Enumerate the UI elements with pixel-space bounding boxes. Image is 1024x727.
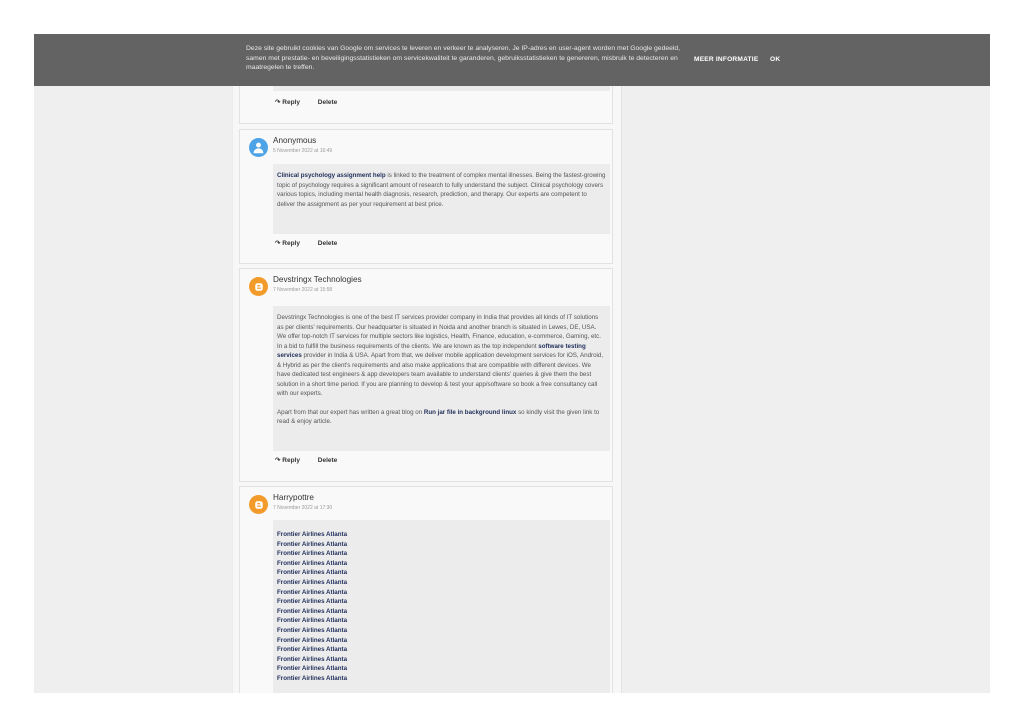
comment-body [273,520,610,693]
comment-link[interactable]: Frontier Airlines Atlanta [277,636,348,644]
comment-link[interactable]: Frontier Airlines Atlanta [277,531,348,538]
comment-text: provider in India & USA. Apart from that, we deliver mobile application development services for iOS, Android, & Hybrid as per the client's requirements and also make applications that are compatible with different devices. We have dedicated test engineers & app developers team available to understand clients' queries & give them the best solution in a short time period. If you are planning to develop & test your app/software so book a free consultancy call with our experts. [277,352,604,397]
comment-link[interactable]: Frontier Airlines Atlanta [277,569,348,577]
comment-author[interactable]: Devstringx Technologies [273,275,362,284]
more-info-button[interactable]: MEER INFORMATIE [694,56,759,63]
comment-text: Devstringx Technologies is one of the best IT services provider company in India that provides all kinds of IT solutions as per clients' requirements. Our headquarter is situated in Noida and another branch is situated in Lewes, DE, USA. We offer top-notch IT services for multiple sectors like logistics, Health, Finance, education, e-commerce, Gaming, etc. In a bid to fulfill the business requirements of the clients. We are known as the top independent [277,314,601,350]
comment-link[interactable]: Frontier Airlines Atlanta [277,646,348,654]
ok-button[interactable]: OK [770,56,781,63]
anonymous-user-icon[interactable] [249,138,268,157]
comment [239,268,613,482]
cookie-consent-bar [34,34,990,86]
comment-link[interactable]: Frontier Airlines Atlanta [277,559,348,567]
comment-timestamp[interactable]: 7 November 2022 at 17:30 [273,505,333,511]
reply-button[interactable]: ↷ Reply [275,457,300,464]
comment-link[interactable]: Frontier Airlines Atlanta [277,588,348,596]
comment-text: is linked to the treatment of complex mental illnesses. Being the fastest-growing topic of psychology requires a significant amount of research to fully understand the subject. Clinical psychology covers various topics, including mental health diagnosis, research, prediction, and therapy. Our experts are competent to deliver the assignment as per your requirement at best price. [277,172,606,208]
comment-link[interactable]: Frontier Airlines Atlanta [277,655,348,663]
reply-label: Reply [282,99,300,106]
comment-link[interactable]: Run jar file in background linux [423,408,517,416]
comment-body [273,164,610,234]
cookie-notice-text: Deze site gebruikt cookies van Google om services te leveren en verkeer te analyseren. Je IP-adres en user-agent worden met Google gedeeld, samen met prestatie- en beveiligingsstatistieken om servicekwaliteit te garanderen, gebruiksstatistieken te genereren, misbruik te detecteren en maatregelen te treffen. [246,45,681,71]
delete-button[interactable]: Delete [317,457,338,464]
comment-text: so kindly visit the given link to read & enjoy article. [277,408,600,425]
comment [239,486,613,693]
comment-link[interactable]: Frontier Airlines Atlanta [277,550,348,558]
comment-link[interactable]: Frontier Airlines Atlanta [277,626,348,634]
comment-actions [275,98,345,106]
comment-link[interactable]: Frontier Airlines Atlanta [277,598,348,606]
reply-label: Reply [282,240,300,247]
reply-button[interactable]: ↷ Reply [275,240,300,247]
comment-text: Apart from that our expert has written a great blog on [277,408,424,416]
delete-button[interactable]: Delete [317,240,338,247]
blogger-icon[interactable] [249,277,268,296]
comments-column [232,34,622,693]
comment-author[interactable]: Harrypottre [273,493,314,502]
reply-button[interactable]: ↷ Reply [275,99,300,106]
comment-link[interactable]: Frontier Airlines Atlanta [277,674,348,682]
reply-label: Reply [282,457,300,464]
comment-timestamp[interactable]: 7 November 2022 at 15:58 [273,287,333,293]
delete-button[interactable]: Delete [317,99,338,106]
comment-author[interactable]: Anonymous [273,136,317,145]
comment-link[interactable]: Frontier Airlines Atlanta [277,617,348,625]
comment-link[interactable]: Frontier Airlines Atlanta [277,607,348,615]
comment-timestamp[interactable]: 5 November 2022 at 16:49 [273,148,333,154]
comment-actions [275,239,345,247]
comment-link[interactable]: software testing services [277,342,586,359]
comment-actions [275,456,345,464]
comment-link[interactable]: Frontier Airlines Atlanta [277,540,348,548]
comment-link[interactable]: Clinical psychology assignment help [277,172,386,179]
blogger-icon[interactable] [249,495,268,514]
comment [239,129,613,264]
comment-link[interactable]: Frontier Airlines Atlanta [277,578,348,586]
page-viewport [34,34,990,693]
comment-body [273,306,610,451]
comment-link[interactable]: Frontier Airlines Atlanta [277,665,348,673]
